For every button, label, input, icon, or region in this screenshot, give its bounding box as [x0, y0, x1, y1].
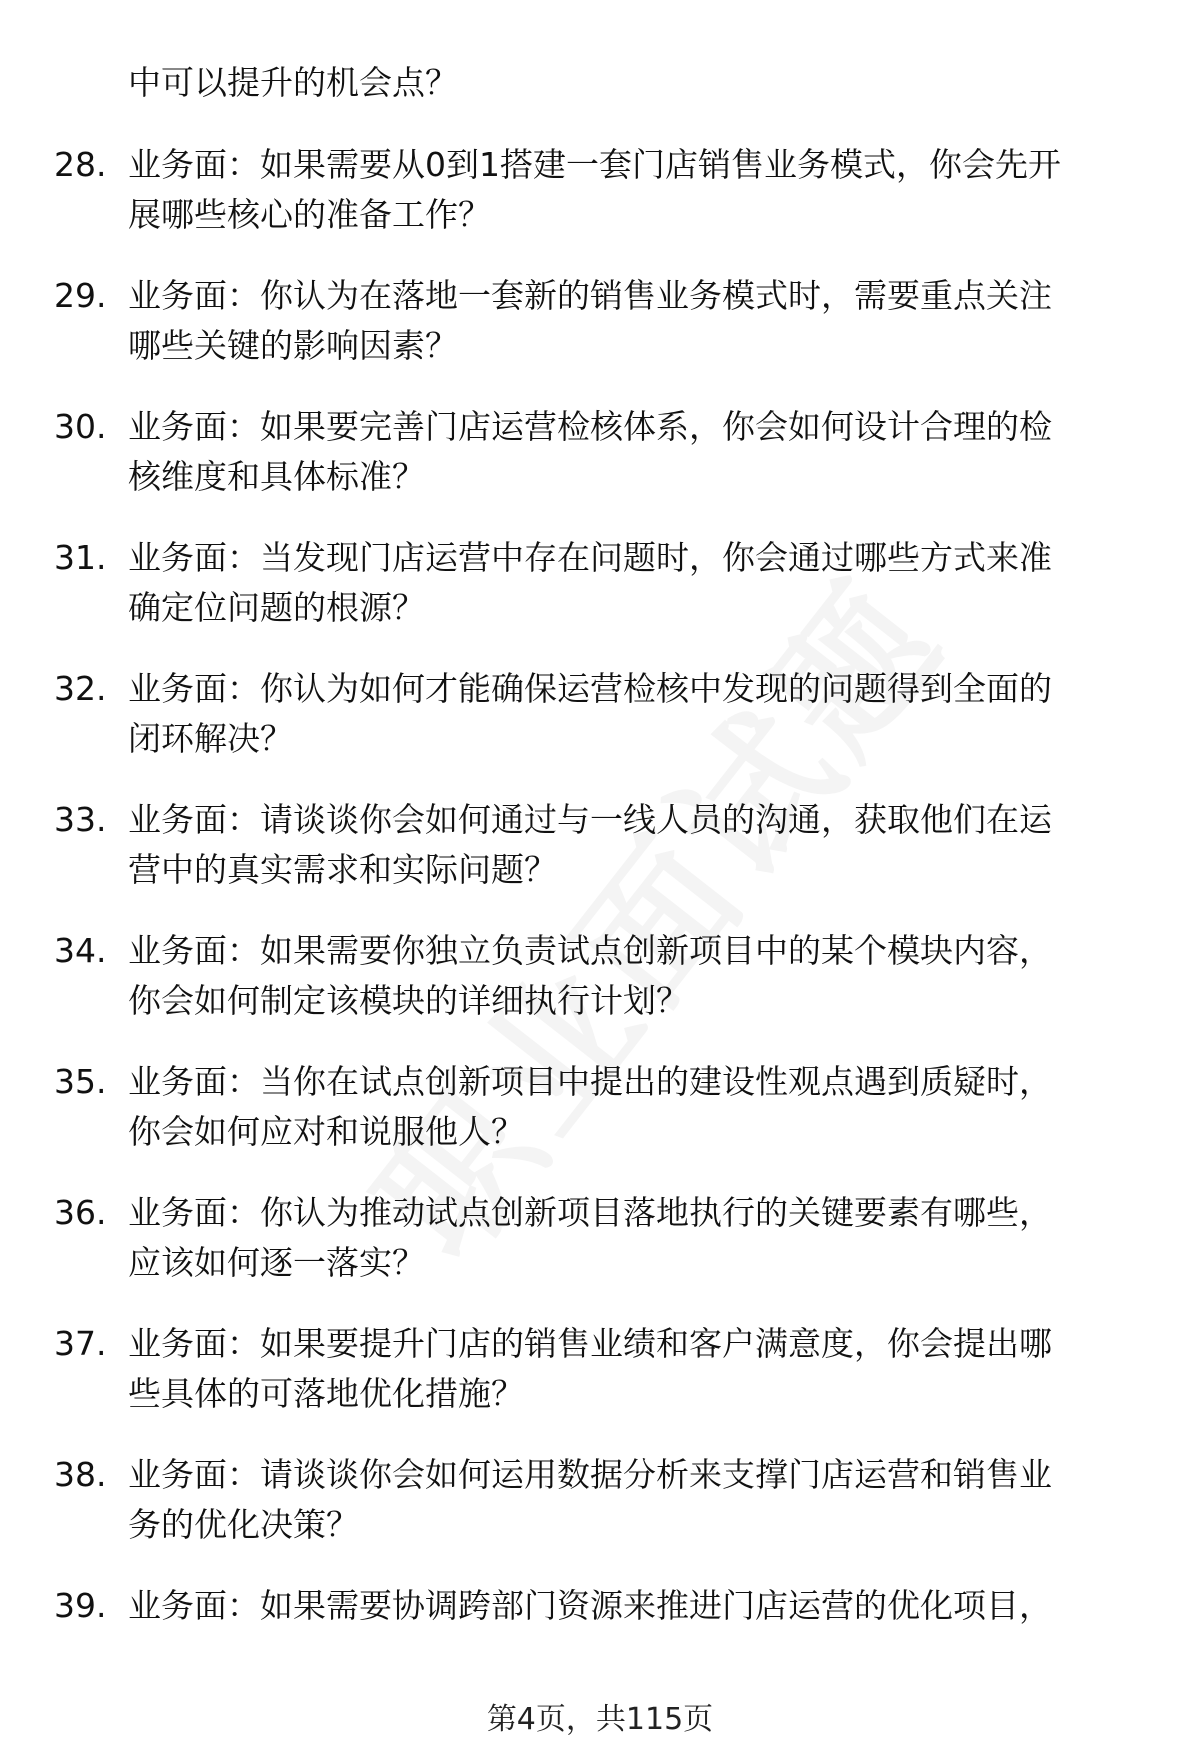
question-line: 业务面：请谈谈你会如何通过与一线人员的沟通，获取他们在运: [128, 800, 1052, 839]
question-text: [128, 926, 1148, 1026]
question-number: 31.: [54, 538, 107, 577]
question-text: [128, 271, 1148, 371]
question-number: 35.: [54, 1062, 107, 1101]
question-line: 业务面：如果需要协调跨部门资源来推进门店运营的优化项目，: [128, 1586, 1052, 1625]
list-item: [0, 1319, 1200, 1450]
question-line: 业务面：如果需要你独立负责试点创新项目中的某个模块内容，: [128, 931, 1052, 970]
question-line: 些具体的可落地优化措施？: [128, 1374, 524, 1413]
question-number: 33.: [54, 800, 107, 839]
question-line: 展哪些核心的准备工作？: [128, 195, 491, 234]
question-number: 30.: [54, 407, 107, 446]
question-line: 业务面：你认为推动试点创新项目落地执行的关键要素有哪些，: [128, 1193, 1052, 1232]
question-list: [0, 140, 1200, 1712]
question-number: 28.: [54, 145, 107, 184]
question-text: [128, 533, 1148, 633]
question-line: 业务面：当发现门店运营中存在问题时，你会通过哪些方式来准: [128, 538, 1052, 577]
question-text: [128, 1057, 1148, 1157]
list-item: [0, 1450, 1200, 1581]
question-line: 业务面：如果要提升门店的销售业绩和客户满意度，你会提出哪: [128, 1324, 1052, 1363]
question-number: 38.: [54, 1455, 107, 1494]
question-line: 业务面：你认为如何才能确保运营检核中发现的问题得到全面的: [128, 669, 1052, 708]
list-item: [0, 926, 1200, 1057]
question-line: 业务面：如果要完善门店运营检核体系，你会如何设计合理的检: [128, 407, 1052, 446]
question-text: [128, 664, 1148, 764]
question-number: 36.: [54, 1193, 107, 1232]
question-line: 业务面：如果需要从0到1搭建一套门店销售业务模式，你会先开: [128, 145, 1061, 184]
question-text: [128, 140, 1148, 240]
question-text: [128, 1450, 1148, 1550]
question-line: 闭环解决？: [128, 719, 293, 758]
continued-question-text: 中可以提升的机会点？: [128, 63, 458, 102]
question-line: 你会如何应对和说服他人？: [128, 1112, 524, 1151]
question-line: 业务面：请谈谈你会如何运用数据分析来支撑门店运营和销售业: [128, 1455, 1052, 1494]
question-line: 你会如何制定该模块的详细执行计划？: [128, 981, 689, 1020]
list-item: [0, 795, 1200, 926]
list-item: [0, 1057, 1200, 1188]
list-item: [0, 140, 1200, 271]
question-number: 34.: [54, 931, 107, 970]
list-item: [0, 1188, 1200, 1319]
question-text: [128, 1188, 1148, 1288]
list-item: [0, 664, 1200, 795]
list-item: [0, 533, 1200, 664]
question-number: 29.: [54, 276, 107, 315]
question-line: 营中的真实需求和实际问题？: [128, 850, 557, 889]
question-line: 务的优化决策？: [128, 1505, 359, 1544]
question-text: [128, 1581, 1148, 1631]
question-number: 32.: [54, 669, 107, 708]
question-text: [128, 1319, 1148, 1419]
list-item: [0, 402, 1200, 533]
list-item: [0, 1581, 1200, 1712]
question-text: [128, 795, 1148, 895]
question-line: 核维度和具体标准？: [128, 457, 425, 496]
question-line: 哪些关键的影响因素？: [128, 326, 458, 365]
question-text: [128, 402, 1148, 502]
question-number: 37.: [54, 1324, 107, 1363]
question-line: 业务面：当你在试点创新项目中提出的建设性观点遇到质疑时，: [128, 1062, 1052, 1101]
question-line: 业务面：你认为在落地一套新的销售业务模式时，需要重点关注: [128, 276, 1052, 315]
question-line: 确定位问题的根源？: [128, 588, 425, 627]
list-item: [0, 271, 1200, 402]
question-number: 39.: [54, 1586, 107, 1625]
page-footer: 第4页，共115页: [486, 1702, 714, 1737]
question-line: 应该如何逐一落实？: [128, 1243, 425, 1282]
